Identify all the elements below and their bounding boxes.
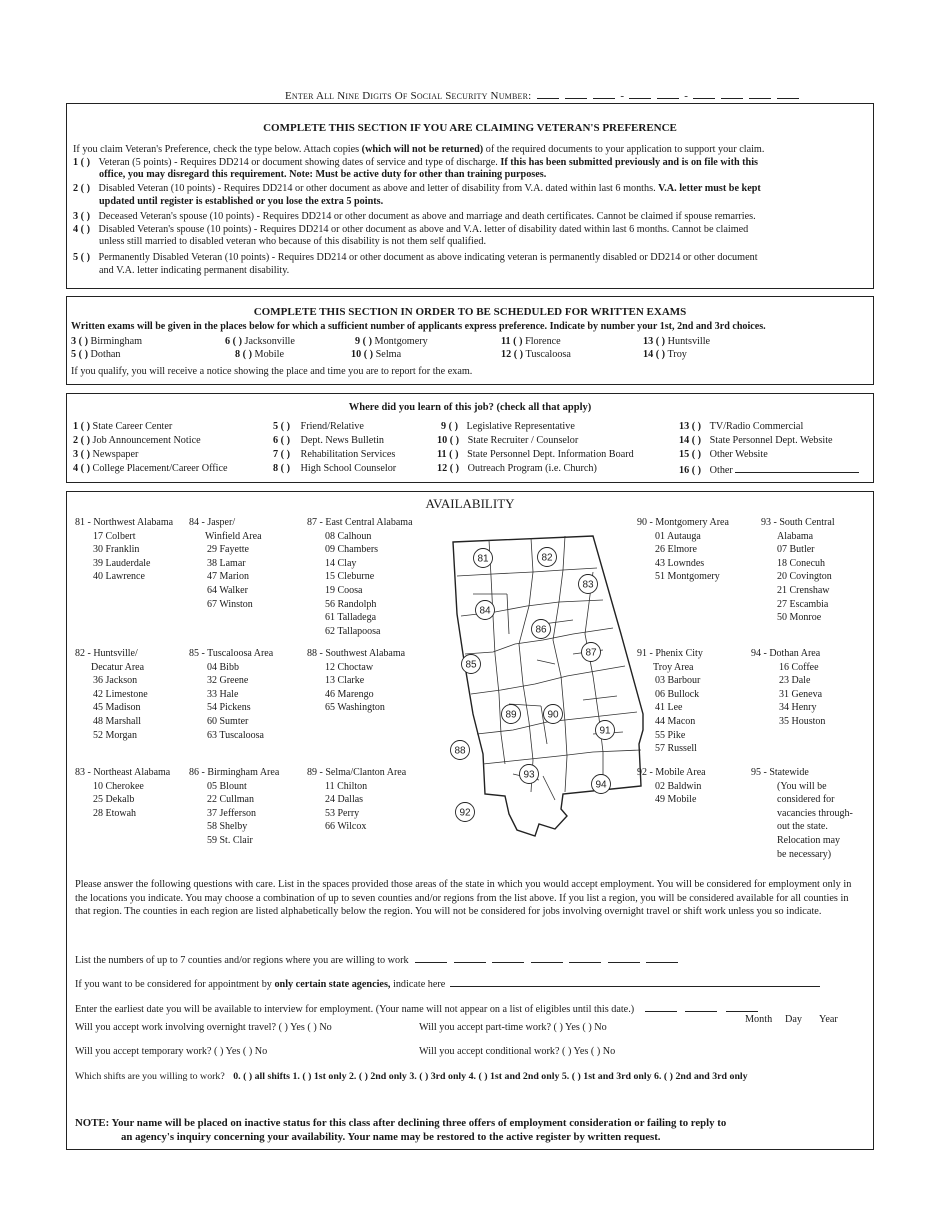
map-label-90[interactable] [544,705,563,724]
county-item: 26 Elmore [655,544,697,556]
county-item: 41 Lee [655,702,683,714]
county-item: Relocation may [777,834,841,846]
map-label-89[interactable] [502,705,521,724]
county-item: 15 Cleburne [325,571,375,583]
county-item: 21 Crenshaw [777,584,830,596]
ssn-label: Enter All Nine Digits Of Social Security Number: [285,90,532,102]
county-item: 43 Lowndes [655,557,705,569]
region-82[interactable] [75,647,148,742]
veteran-option-4-note: unless still married to disabled veteran who because of this disability is not them self qualified. [99,236,487,247]
svg-text:94: 94 [595,779,607,791]
veteran-option-3[interactable] [73,211,756,223]
exam-location-name: Dothan [90,349,121,360]
county-item: 57 Russell [655,743,697,755]
written-exams-section [66,296,874,385]
ssn-digit-field[interactable] [593,88,615,99]
conditional-work-question[interactable]: Will you accept conditional work? ( ) Yes ( ) No [419,1046,616,1057]
ssn-digit-field[interactable] [657,88,679,99]
source-option[interactable] [437,434,578,447]
exam-location-option[interactable] [235,348,284,361]
veteran-heading: COMPLETE THIS SECTION IF YOU ARE CLAIMING VETERAN'S PREFERENCE [263,122,677,134]
exam-location-name: Montgomery [374,336,428,347]
exam-location-name: Tuscaloosa [525,349,571,360]
source-checkbox[interactable]: 16 ( ) [679,465,702,476]
county-item: 66 Wilcox [325,821,367,833]
veteran-intro-text: If you claim Veteran's Preference, check the type below. Attach copies [73,144,360,155]
exam-checkbox[interactable]: 12 ( ) [501,349,524,360]
source-name: Job Announcement Notice [92,435,201,446]
note-line-1: NOTE: Your name will be placed on inactive status for this class after declining three offers of employment consideration or failing to reply to [75,1117,727,1129]
exam-checkbox[interactable]: 9 ( ) [355,336,372,347]
source-checkbox[interactable]: 12 ( ) [437,463,460,474]
source-option[interactable] [273,434,384,447]
veteran-checkbox-5[interactable]: 5 ( ) [73,252,90,263]
svg-text:93: 93 [523,769,535,781]
source-name: State Career Center [92,421,173,432]
ssn-digit-field[interactable] [777,88,799,99]
source-option[interactable] [73,420,172,433]
county-item: 23 Dale [779,675,811,687]
veteran-option-2[interactable] [73,183,761,195]
shift-options[interactable]: 0. ( ) all shifts 1. ( ) 1st only 2. ( ) 2nd only 3. ( ) 3rd only 4. ( ) 1st and 2nd only 5. ( ) 1st and 3rd only 6. ( ) 2nd and 3rd only [233,1071,748,1082]
county-item: 53 Perry [325,807,360,819]
region-title: 91 - Phenix City [637,648,703,659]
source-name: College Placement/Career Office [92,463,228,474]
source-checkbox[interactable]: 4 ( ) [73,463,90,474]
county-item: 55 Pike [655,729,686,741]
county-item: out the state. [777,821,828,833]
source-option[interactable] [437,462,597,475]
agencies-question-bold: only certain state agencies, [274,979,391,990]
county-item: 17 Colbert [93,530,136,542]
exam-location-name: Jacksonville [244,336,295,347]
source-option[interactable] [73,462,228,475]
ssn-digit-field[interactable] [565,88,587,99]
county-item: 01 Autauga [655,530,701,542]
temporary-work-question[interactable]: Will you accept temporary work? ( ) Yes ( ) No [75,1046,268,1057]
ssn-digit-field[interactable] [537,88,559,99]
county-item: 16 Coffee [779,661,819,673]
county-item: 52 Morgan [93,729,137,741]
source-option[interactable] [679,420,803,433]
note-line-2: an agency's inquiry concerning your availability. Your name may be restored to the active register by written request. [121,1131,661,1143]
veteran-intro [73,144,764,156]
exam-checkbox[interactable]: 10 ( ) [351,349,374,360]
day-label: Day [785,1014,802,1025]
county-item: 30 Franklin [93,544,140,556]
county-item: 09 Chambers [325,544,379,556]
svg-text:92: 92 [459,807,471,819]
county-choice-field[interactable] [608,952,640,963]
counties-question-row [75,952,678,967]
region-subtitle: Winfield Area [205,530,262,542]
source-checkbox[interactable]: 14 ( ) [679,435,702,446]
counties-question: List the numbers of up to 7 counties and/or regions where you are willing to work [75,955,409,966]
svg-text:91: 91 [599,725,611,737]
source-option[interactable] [73,434,201,447]
exam-location-option[interactable] [501,348,571,361]
ssn-row: Enter All Nine Digits Of Social Security Number: - - [285,88,802,102]
date-question: Enter the earliest date you will be available to interview for employment. (Your name will not appear on a list of eligibles until this date.) [75,1004,635,1015]
exam-location-option[interactable] [643,348,687,361]
county-item: 40 Lawrence [93,571,145,583]
exam-checkbox[interactable]: 3 ( ) [71,336,88,347]
agencies-field[interactable] [450,976,820,987]
region-88[interactable] [307,647,405,715]
county-item: 49 Mobile [655,794,697,806]
exam-location-name: Selma [375,349,402,360]
source-checkbox[interactable]: 6 ( ) [273,435,290,446]
county-item: 38 Lamar [207,557,246,569]
svg-text:82: 82 [541,552,553,564]
part-time-question[interactable]: Will you accept part-time work? ( ) Yes ( ) No [419,1022,607,1033]
map-label-94[interactable] [592,775,611,794]
region-87[interactable] [307,516,413,638]
exam-location-name: Troy [667,349,687,360]
source-checkbox[interactable]: 2 ( ) [73,435,90,446]
shifts-question-row [75,1071,748,1083]
veteran-preference-section [66,103,874,289]
veteran-option-text: Disabled Veteran (10 points) - Requires DD214 or other document as above and letter of disability from V.A. dated within last 6 months. [98,183,656,194]
county-borders [457,536,641,800]
county-item: 05 Blount [207,780,247,792]
source-checkbox[interactable]: 15 ( ) [679,449,702,460]
county-choice-field[interactable] [492,952,524,963]
region-title: 81 - Northwest Alabama [75,517,174,528]
county-item: 34 Henry [779,702,817,714]
county-item: 37 Jefferson [207,807,256,819]
exam-location-name: Birmingham [90,336,143,347]
county-item: (You will be [777,780,827,792]
region-title: 89 - Selma/Clanton Area [307,767,407,778]
region-title: 93 - South Central [761,517,835,528]
exams-instruction: Written exams will be given in the places below for which a sufficient number of applicants express preference. Indicate by number your 1st, 2nd and 3rd choices. [71,321,766,332]
exam-checkbox[interactable]: 13 ( ) [643,336,666,347]
exam-checkbox[interactable]: 5 ( ) [71,349,88,360]
region-title: 84 - Jasper/ [189,517,236,528]
map-label-88[interactable] [451,741,470,760]
county-item: 46 Marengo [325,688,374,700]
year-label: Year [819,1014,838,1025]
county-item: 07 Butler [777,544,815,556]
source-checkbox[interactable]: 7 ( ) [273,449,290,460]
source-checkbox[interactable]: 8 ( ) [273,463,290,474]
county-item: 56 Randolph [325,598,377,610]
svg-text:86: 86 [535,624,547,636]
region-title: 88 - Southwest Alabama [307,648,406,659]
county-item: 58 Shelby [207,821,248,833]
county-item: 54 Pickens [207,702,251,714]
date-question-row [75,1001,758,1016]
region-title: 90 - Montgomery Area [637,517,729,528]
county-item: 32 Greene [207,675,249,687]
ssn-digit-field[interactable] [693,88,715,99]
source-name: Rehabilitation Services [300,449,396,460]
source-checkbox[interactable]: 1 ( ) [73,421,90,432]
veteran-option-text: Veteran (5 points) - Requires DD214 or document showing dates of service and type of discharge. [98,157,498,168]
source-option[interactable] [441,420,575,433]
county-item: 59 St. Clair [207,834,253,846]
exam-checkbox[interactable]: 11 ( ) [501,336,523,347]
map-label-91[interactable] [596,721,615,740]
veteran-option-text: Permanently Disabled Veteran (10 points) - Requires DD214 or other document as above indicating veteran is permanently disabled or DD214 or other document [98,252,758,263]
ssn-digit-field[interactable] [629,88,651,99]
county-item: 31 Geneva [779,688,823,700]
source-name: Friend/Relative [300,421,364,432]
county-item: 14 Clay [325,557,357,569]
veteran-option-bold: If this has been submitted previously and is on file with this [500,157,759,168]
veteran-checkbox-4[interactable]: 4 ( ) [73,224,90,235]
year-field[interactable] [726,1001,758,1012]
county-item: 25 Dekalb [93,794,135,806]
county-item: 24 Dallas [325,794,364,806]
source-name: State Personnel Dept. Information Board [467,449,634,460]
exams-footer: If you qualify, you will receive a notice showing the place and time you are to report for the exam. [71,366,473,377]
map-label-86[interactable] [532,620,551,639]
veteran-option-2-note: updated until register is established or you lose the extra 5 points. [99,196,384,207]
overnight-travel-question[interactable]: Will you accept work involving overnight travel? ( ) Yes ( ) No [75,1022,332,1033]
source-option[interactable] [679,462,859,477]
region-title: 83 - Northeast Alabama [75,767,171,778]
exam-location-option[interactable] [501,335,561,348]
agencies-question-row [75,976,820,991]
region-95[interactable] [751,766,853,861]
county-item: 28 Etowah [93,807,137,819]
source-option[interactable] [73,448,138,461]
ssn-digit-field[interactable] [721,88,743,99]
county-item: 50 Monroe [777,612,822,624]
source-checkbox[interactable]: 11 ( ) [437,449,459,460]
county-item: 33 Hale [207,688,239,700]
exams-heading: COMPLETE THIS SECTION IN ORDER TO BE SCHEDULED FOR WRITTEN EXAMS [253,306,687,318]
region-subtitle: Decatur Area [91,661,145,673]
region-title: 92 - Mobile Area [637,767,706,778]
region-85[interactable] [189,647,273,742]
region-subtitle: Troy Area [653,661,694,673]
county-item: 13 Clarke [325,675,365,687]
inactive-status-note [75,1116,865,1144]
job-source-section [66,393,874,483]
county-item: 67 Winston [207,598,253,610]
county-item: 51 Montgomery [655,571,720,583]
county-item: 22 Cullman [207,794,254,806]
region-title: 82 - Huntsville/ [75,648,138,659]
exam-location-option[interactable] [351,348,401,361]
month-label: Month [745,1014,773,1025]
map-label-93[interactable] [520,765,539,784]
county-item: 08 Calhoun [325,530,372,542]
availability-section [66,491,874,1150]
svg-text:90: 90 [547,709,559,721]
veteran-option-1[interactable] [73,157,758,169]
source-name: State Recruiter / Counselor [467,435,579,446]
svg-text:87: 87 [585,647,597,659]
county-item: 63 Tuscaloosa [207,729,264,741]
county-item: 60 Sumter [207,715,249,727]
exam-location-name: Florence [525,336,561,347]
county-item: 47 Marion [207,571,249,583]
source-name: Other [709,465,733,476]
county-item: 02 Baldwin [655,780,702,792]
source-name: TV/Radio Commercial [709,421,804,432]
source-name: Dept. News Bulletin [300,435,385,446]
exam-location-name: Mobile [254,349,284,360]
county-item: 19 Coosa [325,584,363,596]
svg-text:89: 89 [505,709,517,721]
svg-text:83: 83 [582,579,594,591]
county-item: be necessary) [777,848,832,860]
county-item: vacancies through- [777,807,853,819]
source-checkbox[interactable]: 10 ( ) [437,435,460,446]
shifts-question: Which shifts are you willing to work? [75,1071,225,1082]
region-81[interactable] [75,516,173,584]
region-title: 87 - East Central Alabama [307,517,413,528]
veteran-option-bold: V.A. letter must be kept [658,183,761,194]
county-item: 39 Lauderdale [93,557,151,569]
other-source-field[interactable] [735,462,859,473]
county-item: 03 Barbour [655,675,701,687]
county-choice-field[interactable] [569,952,601,963]
veteran-intro-text-end: of the required documents to your application to support your claim. [485,144,765,155]
svg-text:88: 88 [454,745,466,757]
exam-location-option[interactable] [225,335,295,348]
ssn-digit-field[interactable] [749,88,771,99]
region-94[interactable] [751,647,825,729]
availability-instructions: Please answer the following questions with care. List in the spaces provided those areas of the state in which you would accept employment. You will be considered for employment only in the locations you indicate. You may choose a combination of up to seven counties and/or regions from the list above. If you list a region, you will be considered available for all counties in that region. The counties in each region are listed alphabetically below the region. You will not be considered for jobs involving overnight travel or shift work unless you so indicate. [75,879,852,917]
county-item: 10 Cherokee [93,780,144,792]
agencies-question: If you want to be considered for appointment by [75,979,272,990]
source-checkbox[interactable]: 5 ( ) [273,421,290,432]
county-item: 62 Tallapoosa [325,625,381,637]
county-choice-field[interactable] [454,952,486,963]
exam-location-option[interactable] [355,335,428,348]
county-item: 18 Conecuh [777,557,826,569]
region-83[interactable] [75,766,170,820]
county-choice-field[interactable] [415,952,447,963]
source-option[interactable] [273,462,396,475]
exam-checkbox[interactable]: 8 ( ) [235,349,252,360]
county-item: 48 Marshall [93,715,142,727]
region-title: 95 - Statewide [751,767,809,778]
veteran-checkbox-3[interactable]: 3 ( ) [73,211,90,222]
exam-checkbox[interactable]: 14 ( ) [643,349,666,360]
map-label-84[interactable] [476,601,495,620]
source-checkbox[interactable]: 9 ( ) [441,421,458,432]
veteran-option-text: Deceased Veteran's spouse (10 points) - Requires DD214 or other document as above and marriage and death certificates. Cannot be claimed if spouse remarries. [98,211,756,222]
county-item: 11 Chilton [325,780,368,792]
county-item: 36 Jackson [93,675,138,687]
exam-checkbox[interactable]: 6 ( ) [225,336,242,347]
region-title: 86 - Birmingham Area [189,767,280,778]
source-checkbox[interactable]: 3 ( ) [73,449,90,460]
veteran-intro-bold: (which will not be returned) [361,144,484,155]
svg-text:81: 81 [477,553,489,565]
map-label-82[interactable] [538,548,557,567]
source-name: Outreach Program (i.e. Church) [467,463,597,474]
map-label-83[interactable] [579,575,598,594]
exam-location-option[interactable] [71,348,121,361]
county-item: 29 Fayette [207,544,249,556]
map-label-87[interactable] [582,643,601,662]
region-title: 94 - Dothan Area [751,648,821,659]
day-field[interactable] [685,1001,717,1012]
veteran-checkbox-2[interactable]: 2 ( ) [73,183,90,194]
region-subtitle: Alabama [777,530,814,542]
county-item: considered for [777,794,835,806]
exam-location-option[interactable] [643,335,710,348]
county-item: 44 Macon [655,715,696,727]
county-item: 20 Covington [777,571,832,583]
region-84[interactable] [189,516,262,611]
source-name: Newspaper [92,449,139,460]
veteran-option-4[interactable] [73,224,748,236]
county-item: 64 Walker [207,584,248,596]
map-label-85[interactable] [462,655,481,674]
source-option[interactable] [679,434,833,447]
region-86[interactable] [189,766,279,848]
county-choice-field[interactable] [646,952,678,963]
region-93[interactable] [761,516,835,625]
veteran-option-1-note: office, you may disregard this requirement. Note: Must be active duty for other than training purposes. [99,169,547,180]
county-item: 42 Limestone [93,688,148,700]
county-item: 27 Escambia [777,598,829,610]
county-item: 45 Madison [93,702,141,714]
veteran-option-5-note: and V.A. letter indicating permanent disability. [99,265,290,276]
county-item: 04 Bibb [207,661,239,673]
source-option[interactable] [679,448,768,461]
county-item: 12 Choctaw [325,661,374,673]
county-item: 35 Houston [779,715,826,727]
exam-location-name: Huntsville [667,336,711,347]
source-option[interactable] [437,448,634,461]
exam-location-option[interactable] [71,335,142,348]
source-name: Legislative Representative [466,421,575,432]
source-name: High School Counselor [300,463,397,474]
region-89[interactable] [307,766,406,834]
county-item: 06 Bullock [655,688,700,700]
state-outline [453,536,643,836]
svg-text:84: 84 [479,605,491,617]
month-field[interactable] [645,1001,677,1012]
veteran-option-5[interactable] [73,252,758,264]
source-name: Other Website [709,449,768,460]
map-label-81[interactable] [474,549,493,568]
map-label-92[interactable] [456,803,475,822]
county-choice-field[interactable] [531,952,563,963]
availability-heading: AVAILABILITY [425,496,515,511]
county-item: 61 Talladega [325,612,377,624]
sources-heading: Where did you learn of this job? (check all that apply) [348,402,592,413]
region-title: 85 - Tuscaloosa Area [189,648,274,659]
svg-text:85: 85 [465,659,477,671]
alabama-region-map [443,524,681,842]
source-checkbox[interactable]: 13 ( ) [679,421,702,432]
source-option[interactable] [273,448,395,461]
veteran-checkbox-1[interactable]: 1 ( ) [73,157,90,168]
source-option[interactable] [273,420,364,433]
county-item: 65 Washington [325,702,385,714]
veteran-option-text: Disabled Veteran's spouse (10 points) - Requires DD214 or other document as above and V.A. letter of disability dated within last 6 months. Cannot be claimed [98,224,749,235]
agencies-question-end: indicate here [393,979,446,990]
source-name: State Personnel Dept. Website [709,435,833,446]
